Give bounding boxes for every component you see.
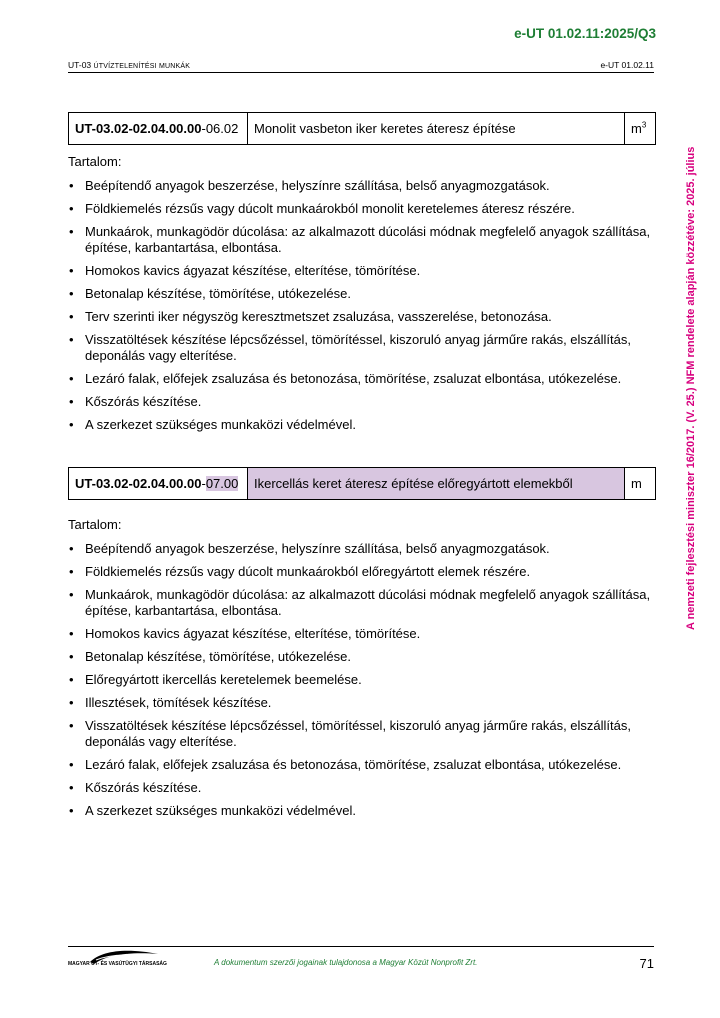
item-code-suffix: -06.02 — [201, 121, 239, 136]
page-number: 71 — [639, 956, 654, 971]
list-item: • Előregyártott ikercellás keretelemek beemelése. — [68, 672, 658, 688]
item-code-bold: UT-03.02-02.04.00.00 — [75, 476, 202, 491]
list-item: • Kőszórás készítése. — [68, 394, 658, 410]
footer-rule — [68, 946, 654, 947]
list-item: • Visszatöltések készítése lépcsőzéssel, tömörítéssel, kiszoruló anyag járműre rakás, elszállítás, deponálás vagy elterítése. — [68, 332, 658, 364]
list-item: • Munkaárok, munkagödör dúcolása: az alkalmazott dúcolási módnak megfelelő anyagok szállítása, építése, karbantartása, elbontása. — [68, 587, 658, 619]
list-item: • Beépítendő anyagok beszerzése, helyszínre szállítása, belső anyagmozgatások. — [68, 178, 658, 194]
item-code-cell — [69, 113, 248, 145]
header-rule — [68, 72, 654, 73]
running-header-prefix: UT-03 — [68, 60, 92, 70]
content-bullet-list-1 — [68, 178, 658, 440]
copyright-notice: A dokumentum szerzői jogainak tulajdonosa a Magyar Közút Nonprofit Zrt. — [214, 958, 478, 967]
item-code-bold: UT-03.02-02.04.00.00 — [75, 121, 202, 136]
list-item: • Visszatöltések készítése lépcsőzéssel, tömörítéssel, kiszoruló anyag járműre rakás, elszállítás, deponálás vagy elterítése. — [68, 718, 658, 750]
content-label: Tartalom: — [68, 154, 122, 169]
list-item: • A szerkezet szükséges munkaközi védelmével. — [68, 417, 658, 433]
item-header-table-1 — [68, 112, 656, 145]
running-header-left — [68, 60, 190, 70]
logo-text: MAGYAR ÚT- ÉS VASÚTÜGYI TÁRSASÁG — [68, 961, 167, 967]
list-item: • Homokos kavics ágyazat készítése, elterítése, tömörítése. — [68, 626, 658, 642]
item-header-table-2 — [68, 467, 656, 500]
list-item: • Földkiemelés rézsűs vagy dúcolt munkaárokból monolit keretelemes áteresz részére. — [68, 201, 658, 217]
list-item: • Lezáró falak, előfejek zsaluzása és betonozása, tömörítése, zsaluzat elbontása, utókezelése. — [68, 757, 658, 773]
association-logo-icon — [68, 948, 160, 972]
list-item: • Munkaárok, munkagödör dúcolása: az alkalmazott dúcolási módnak megfelelő anyagok szállítása, építése, karbantartása, elbontása. — [68, 224, 658, 256]
list-item: • Kőszórás készítése. — [68, 780, 658, 796]
running-header-title: ÚTVÍZTELENÍTÉSI MUNKÁK — [93, 63, 191, 70]
item-description: Ikercellás keret áteresz építése előregyártott elemekből — [248, 468, 625, 500]
item-code-highlighted: 07.00 — [205, 476, 239, 491]
item-unit-superscript: 3 — [641, 120, 647, 130]
side-publication-note: A nemzeti fejlesztési miniszter 16/2017. (V. 25.) NFM rendelete alapján közzétéve: 2025. július — [685, 146, 697, 630]
list-item: • Beépítendő anyagok beszerzése, helyszínre szállítása, belső anyagmozgatások. — [68, 541, 658, 557]
item-description: Monolit vasbeton iker keretes áteresz építése — [248, 113, 625, 145]
content-label: Tartalom: — [68, 517, 122, 532]
list-item: • Betonalap készítése, tömörítése, utókezelése. — [68, 286, 658, 302]
list-item: • Lezáró falak, előfejek zsaluzása és betonozása, tömörítése, zsaluzat elbontása, utókezelése. — [68, 371, 658, 387]
content-bullet-list-2 — [68, 541, 658, 826]
list-item: • Illesztések, tömítések készítése. — [68, 695, 658, 711]
item-code-cell — [69, 468, 248, 500]
item-unit: m — [631, 121, 642, 136]
item-code-dash: - — [201, 476, 206, 491]
list-item: • Terv szerinti iker négyszög keresztmetszet zsaluzása, vasszerelése, betonozása. — [68, 309, 658, 325]
running-header-right: e-UT 01.02.11 — [600, 60, 654, 70]
item-unit: m — [625, 468, 656, 500]
list-item: • Földkiemelés rézsűs vagy dúcolt munkaárokból előregyártott elemek részére. — [68, 564, 658, 580]
item-unit-cell — [625, 113, 656, 145]
list-item: • A szerkezet szükséges munkaközi védelmével. — [68, 803, 658, 819]
document-code: e-UT 01.02.11:2025/Q3 — [514, 26, 656, 41]
list-item: • Homokos kavics ágyazat készítése, elterítése, tömörítése. — [68, 263, 658, 279]
list-item: • Betonalap készítése, tömörítése, utókezelése. — [68, 649, 658, 665]
